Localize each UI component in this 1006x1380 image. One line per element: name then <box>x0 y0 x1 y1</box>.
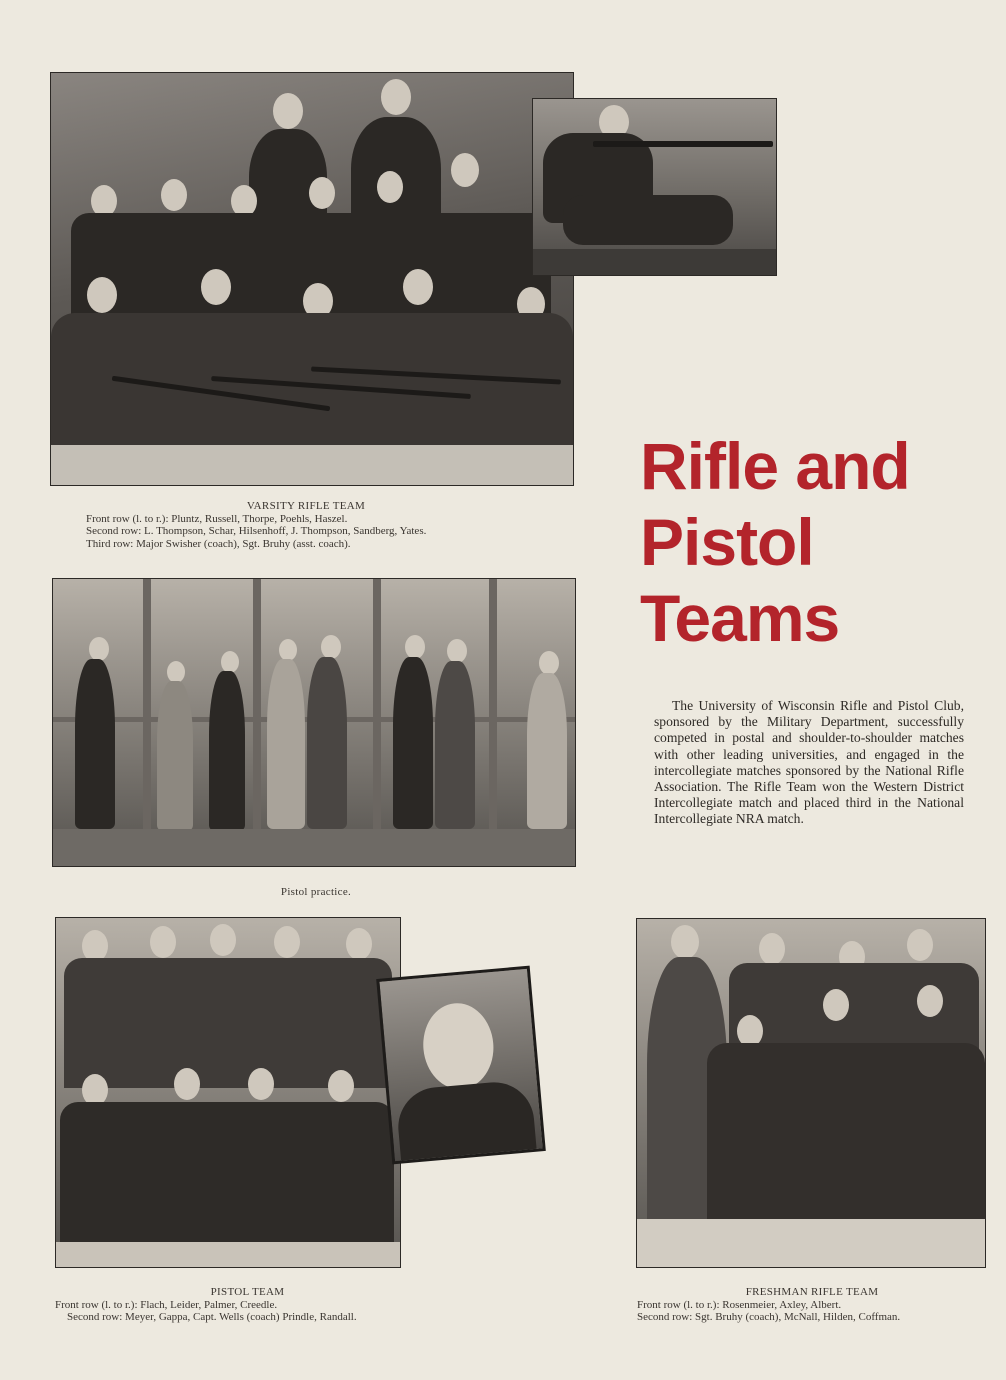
portrait-inset-photo <box>376 966 546 1165</box>
varsity-caption-row-1: Front row (l. to r.): Pluntz, Russell, Thorpe, Poehls, Haszel. <box>86 512 348 525</box>
pistol-caption-row-2: Second row: Meyer, Gappa, Capt. Wells (coach) Prindle, Randall. <box>67 1311 357 1323</box>
kneeling-shooter-photo <box>532 98 777 276</box>
varsity-rifle-team-photo <box>50 72 574 486</box>
freshman-caption-row-2: Second row: Sgt. Bruhy (coach), McNall, Hilden, Coffman. <box>637 1311 901 1323</box>
freshman-caption-row-1: Front row (l. to r.): Rosenmeier, Axley, Albert. <box>637 1298 842 1311</box>
freshman-rifle-team-photo <box>636 918 986 1268</box>
freshman-caption <box>637 1286 987 1324</box>
pistol-caption-title: PISTOL TEAM <box>210 1286 285 1298</box>
body-paragraph: The University of Wisconsin Rifle and Pistol Club, sponsored by the Military Department, successfully competed in postal and shoulder-to-shoulder matches with other leading universities, and engaged in the intercollegiate matches sponsored by the National Rifle Association. The Rifle Team won the Western District Intercollegiate match and placed third in the National Intercollegiate NRA match. <box>654 698 964 827</box>
varsity-caption <box>86 500 526 550</box>
page-title <box>640 428 980 656</box>
freshman-caption-title: FRESHMAN RIFLE TEAM <box>745 1286 879 1298</box>
pistol-practice-photo <box>52 578 576 867</box>
pistol-caption-row-1: Front row (l. to r.): Flach, Leider, Palmer, Creedle. <box>55 1298 278 1311</box>
pistol-practice-caption <box>226 886 406 899</box>
page-title-line-1: Rifle and <box>640 429 910 503</box>
varsity-caption-title: VARSITY RIFLE TEAM <box>246 500 366 512</box>
page-title-line-2: Pistol Teams <box>640 505 840 655</box>
varsity-caption-row-3: Third row: Major Swisher (coach), Sgt. Bruhy (asst. coach). <box>86 537 351 550</box>
pistol-practice-caption-text: Pistol practice. <box>280 886 352 898</box>
pistol-team-caption <box>55 1286 440 1324</box>
pistol-team-photo <box>55 917 401 1268</box>
varsity-caption-row-2: Second row: L. Thompson, Schar, Hilsenhoff, J. Thompson, Sandberg, Yates. <box>86 525 427 537</box>
